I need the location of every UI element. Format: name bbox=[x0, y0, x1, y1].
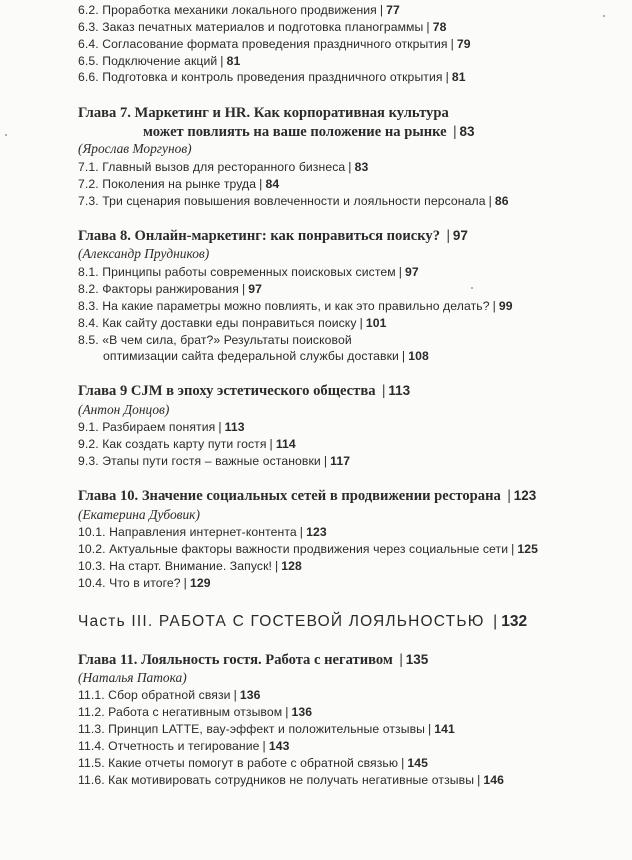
toc-item: 11.6. Как мотивировать сотрудников не получать негативные отзывы | 146 bbox=[78, 773, 504, 787]
toc-item: 8.2. Факторы ранжирования | 97 bbox=[78, 282, 262, 296]
toc-item: 6.4. Согласование формата проведения праздничного открытия | 79 bbox=[78, 37, 471, 51]
toc-item: 10.4. Что в итоге? | 129 bbox=[78, 576, 211, 590]
toc-item: 7.2. Поколения на рынке труда | 84 bbox=[78, 177, 280, 191]
toc-item: 6.5. Подключение акций | 81 bbox=[78, 54, 241, 68]
toc-item: 6.3. Заказ печатных материалов и подготовка планограммы | 78 bbox=[78, 20, 447, 34]
toc-item: 10.3. На старт. Внимание. Запуск! | 128 bbox=[78, 559, 302, 573]
toc-item: 11.5. Какие отчеты помогут в работе с обратной связью | 145 bbox=[78, 756, 429, 770]
toc-item: 9.3. Этапы пути гостя – важные остановки | 117 bbox=[78, 454, 351, 468]
toc-item: 11.4. Отчетность и тегирование | 143 bbox=[78, 739, 290, 753]
toc-item: 7.3. Три сценария повышения вовлеченности и лояльности персонала | 86 bbox=[78, 194, 509, 208]
toc-item: 11.2. Работа с негативным отзывом | 136 bbox=[78, 705, 313, 719]
scan-speck bbox=[5, 134, 7, 136]
chapter-11-author: (Наталья Патока) bbox=[78, 670, 187, 685]
chapter-10-title: Глава 10. Значение социальных сетей в продвижении ресторана | 123 bbox=[78, 488, 537, 504]
toc-item: 10.2. Актуальные факторы важности продвижения через социальные сети | 125 bbox=[78, 542, 539, 556]
chapter-9-title: Глава 9 CJM в эпоху эстетического общества | 113 bbox=[78, 383, 411, 399]
chapter-7-title: Глава 7. Маркетинг и HR. Как корпоративная культура bbox=[78, 105, 449, 121]
toc-item: 6.6. Подготовка и контроль проведения праздничного открытия | 81 bbox=[78, 70, 466, 84]
scan-speck bbox=[603, 15, 605, 17]
toc-item: 8.5. «В чем сила, брат?» Результаты поисковой bbox=[78, 333, 352, 347]
toc-item: 8.3. На какие параметры можно повлиять, и как это правильно делать? | 99 bbox=[78, 299, 513, 313]
chapter-8-author: (Александр Прудников) bbox=[78, 246, 210, 261]
toc-item: 8.1. Принципы работы современных поисковых систем | 97 bbox=[78, 265, 419, 279]
chapter-7-author: (Ярослав Моргунов) bbox=[78, 141, 192, 156]
toc-item: 7.1. Главный вызов для ресторанного бизнеса | 83 bbox=[78, 160, 369, 174]
chapter-7-title-cont: может повлиять на ваше положение на рынке | 83 bbox=[143, 124, 475, 140]
chapter-11-title: Глава 11. Лояльность гостя. Работа с негативом | 135 bbox=[78, 652, 429, 668]
toc-item: 10.1. Направления интернет-контента | 123 bbox=[78, 525, 327, 539]
chapter-10-author: (Екатерина Дубовик) bbox=[78, 507, 200, 522]
chapter-8-title: Глава 8. Онлайн-маркетинг: как понравиться поиску? | 97 bbox=[78, 228, 468, 244]
toc-item: 8.4. Как сайту доставки еды понравиться поиску | 101 bbox=[78, 316, 387, 330]
part-3-title: Часть III. РАБОТА С ГОСТЕВОЙ ЛОЯЛЬНОСТЬЮ | 132 bbox=[78, 613, 528, 630]
chapter-9-author: (Антон Донцов) bbox=[78, 402, 170, 417]
toc-item: 11.1. Сбор обратной связи | 136 bbox=[78, 688, 261, 702]
toc-item: 9.2. Как создать карту пути гостя | 114 bbox=[78, 437, 296, 451]
toc-item: 6.2. Проработка механики локального продвижения | 77 bbox=[78, 3, 400, 17]
toc-item-cont: оптимизации сайта федеральной службы доставки | 108 bbox=[103, 349, 429, 363]
scan-speck bbox=[471, 287, 473, 289]
toc-item: 11.3. Принцип LATTE, вау-эффект и положительные отзывы | 141 bbox=[78, 722, 455, 736]
toc-item: 9.1. Разбираем понятия | 113 bbox=[78, 420, 245, 434]
